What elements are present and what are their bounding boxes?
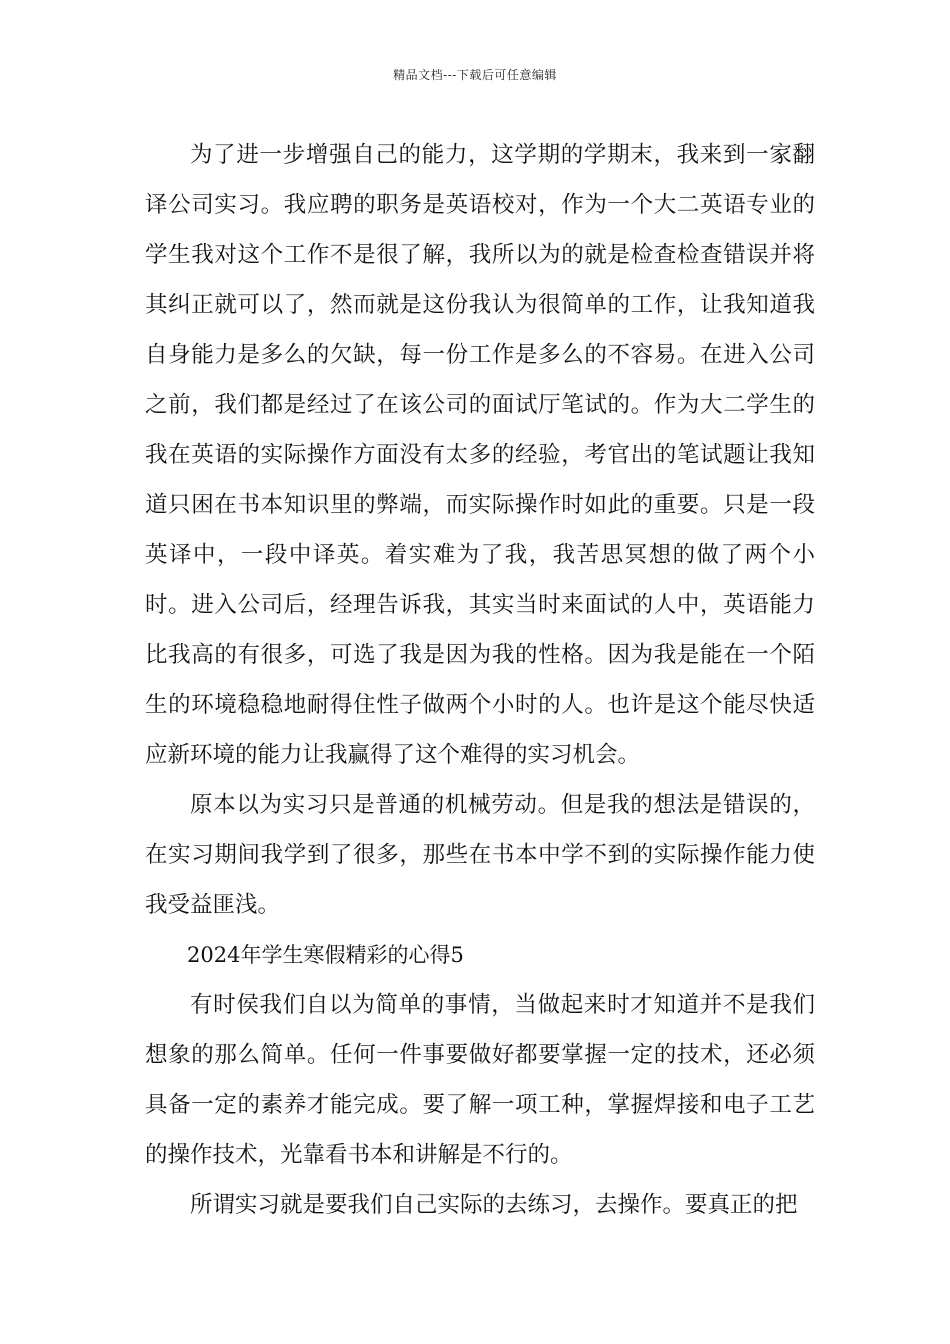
paragraph-skills: 有时侯我们自以为简单的事情，当做起来时才知道并不是我们想象的那么简单。任何一件事要做好都要掌握一定的技术，还必须具备一定的素养才能完成。要了解一项工种，掌握焊接和电子工艺的操作技术，光靠看书本和讲解是不行的。 xyxy=(145,992,815,1168)
paragraph-internship-reflection: 原本以为实习只是普通的机械劳动。但是我的想法是错误的，在实习期间我学到了很多，那些在书本中学不到的实际操作能力使我受益匪浅。 xyxy=(145,792,815,918)
document-body xyxy=(145,130,815,1230)
section-heading: 2024年学生寒假精彩的心得5 xyxy=(187,943,464,967)
paragraph-practice: 所谓实习就是要我们自己实际的去练习，去操作。要真正的把 xyxy=(190,1192,798,1218)
paragraph-internship-intro: 为了进一步增强自己的能力，这学期的学期末，我来到一家翻译公司实习。我应聘的职务是英语校对，作为一个大二英语专业的学生我对这个工作不是很了解，我所以为的就是检查检查错误并将其纠正就可以了，然而就是这份我认为很简单的工作，让我知道我自身能力是多么的欠缺，每一份工作是多么的不容易。在进入公司之前，我们都是经过了在该公司的面试厅笔试的。作为大二学生的我在英语的实际操作方面没有太多的经验，考官出的笔试题让我知道只困在书本知识里的弊端，而实际操作时如此的重要。只是一段英译中，一段中译英。着实难为了我，我苦思冥想的做了两个小时。进入公司后，经理告诉我，其实当时来面试的人中，英语能力比我高的有很多，可选了我是因为我的性格。因为我是能在一个陌生的环境稳稳地耐得住性子做两个小时的人。也许是这个能尽快适应新环境的能力让我赢得了这个难得的实习机会。 xyxy=(145,142,815,768)
page-header: 精品文档---下载后可任意编辑 xyxy=(393,68,557,82)
